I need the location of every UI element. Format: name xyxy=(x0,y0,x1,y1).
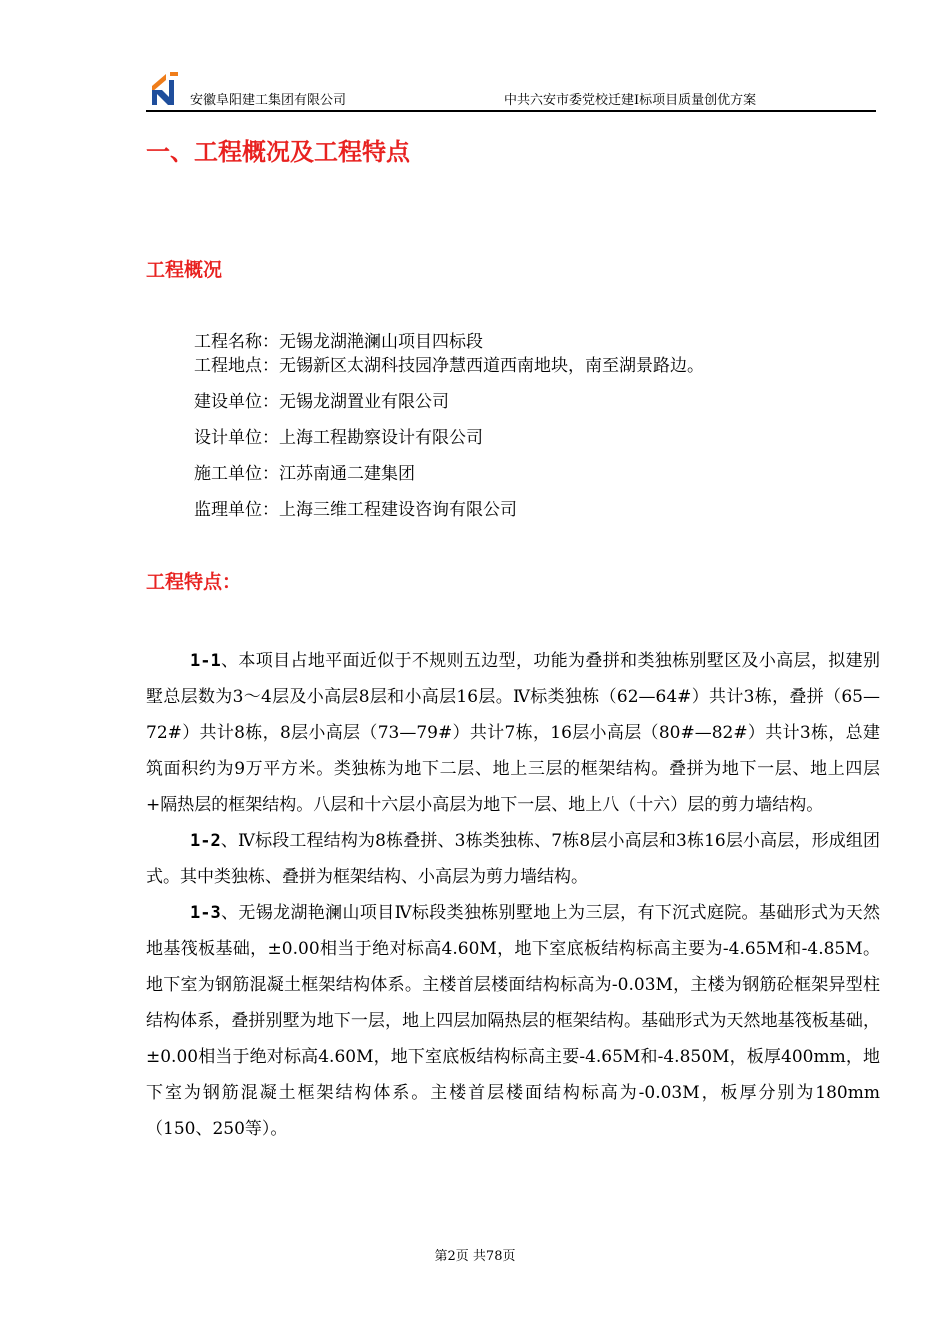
paragraph-text: 、Ⅳ标段工程结构为8栋叠拼、3栋类独栋、7栋8层小高层和3栋16层小高层，形成组团式。其中类独栋、叠拼为框架结构、小高层为剪力墙结构。 xyxy=(146,831,880,887)
feature-paragraph xyxy=(146,895,880,1147)
features-body xyxy=(146,643,880,1147)
developer-row: 建设单位：无锡龙湖置业有限公司 xyxy=(194,392,449,412)
designer-row: 设计单位：上海工程勘察设计有限公司 xyxy=(194,428,483,448)
overview-heading: 工程概况 xyxy=(146,259,223,281)
paragraph-text: 、无锡龙湖艳澜山项目Ⅳ标段类独栋别墅地上为三层，有下沉式庭院。基础形式为天然地基筏板基础，±0.00相当于绝对标高4.60M，地下室底板结构标高主要为-4.65M和-4.85M。地下室为钢筋混凝土框架结构体系。主楼首层楼面结构标高为-0.03M，主楼为钢筋砼框架异型柱结构体系，叠拼别墅为地下一层，地上四层加隔热层的框架结构。基础形式为天然地基筏板基础，±0.00相当于绝对标高4.60M，地下室底板结构标高主要-4.65M和-4.850M，板厚400mm，地下室为钢筋混凝土框架结构体系。主楼首层楼面结构标高为-0.03M，板厚分别为180mm（150、250等）。 xyxy=(146,903,880,1139)
header-divider xyxy=(146,110,876,112)
header-project-name: 中共六安市委党校迁建Ⅰ标项目质量创优方案 xyxy=(504,93,757,108)
paragraph-number: 1-1 xyxy=(190,651,221,671)
contractor-row: 施工单位：江苏南通二建集团 xyxy=(194,464,415,484)
page-header xyxy=(146,68,876,112)
paragraph-number: 1-3 xyxy=(190,903,221,923)
header-company-name: 安徽阜阳建工集团有限公司 xyxy=(190,93,347,108)
page-footer: 第2页 共78页 xyxy=(434,1249,516,1264)
project-location-row: 工程地点：无锡新区太湖科技园净慧西道西南地块，南至湖景路边。 xyxy=(194,356,704,376)
feature-paragraph xyxy=(146,643,880,823)
project-info-list xyxy=(194,330,704,522)
paragraph-text: 、本项目占地平面近似于不规则五边型，功能为叠拼和类独栋别墅区及小高层，拟建别墅总层数为3～4层及小高层8层和小高层16层。Ⅳ标类独栋（62—64#）共计3栋，叠拼（65—72#）共计8栋，8层小高层（73—79#）共计7栋，16层小高层（80#—82#）共计3栋，总建筑面积约为9万平方米。类独栋为地下二层、地上三层的框架结构。叠拼为地下一层、地上四层+隔热层的框架结构。八层和十六层小高层为地下一层、地上八（十六）层的剪力墙结构。 xyxy=(146,651,880,815)
supervisor-row: 监理单位：上海三维工程建设咨询有限公司 xyxy=(194,500,517,520)
chapter-title: 一、工程概况及工程特点 xyxy=(146,137,410,166)
paragraph-number: 1-2 xyxy=(190,831,221,851)
feature-paragraph xyxy=(146,823,880,895)
company-logo-icon xyxy=(150,70,180,106)
features-heading: 工程特点： xyxy=(146,571,242,593)
project-name-row: 工程名称：无锡龙湖滟澜山项目四标段 xyxy=(194,332,483,352)
